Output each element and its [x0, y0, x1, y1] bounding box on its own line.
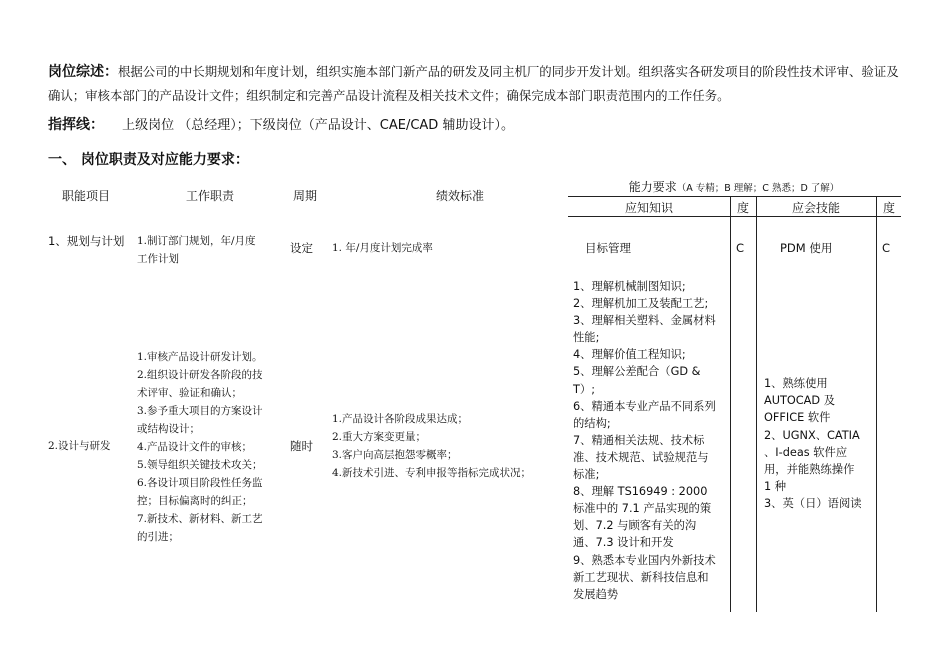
- row2-skill: [764, 375, 872, 513]
- row2-standard-line: 2.重大方案变更量；: [332, 431, 427, 443]
- row2-knowledge-line: 性能;: [573, 331, 600, 345]
- row1-duty: [137, 232, 282, 268]
- divider-degree-skill: [756, 196, 757, 612]
- header-rule-top: [568, 196, 901, 197]
- row2-skill-line: 1 种: [764, 480, 787, 494]
- section-title: 一、 岗位职责及对应能力要求：: [48, 152, 249, 168]
- header-item: 职能项目: [61, 189, 110, 203]
- header-rule-bottom: [568, 216, 901, 217]
- row2-duty-line: 3.参予重大项目的方案设计: [137, 405, 263, 417]
- row2-knowledge-line: 通、7.3 设计和开发: [573, 536, 674, 550]
- row2-duty-line: 4.产品设计文件的审核；: [137, 441, 253, 453]
- row2-duty-line: 5.领导组织关键技术攻关；: [137, 459, 263, 471]
- row2-duty-line: 的引进；: [137, 531, 179, 543]
- row1-item: 1、规划与计划: [48, 234, 125, 248]
- divider-knowledge-degree: [730, 196, 731, 612]
- row1-standard: 1. 年/月度计划完成率: [332, 242, 433, 254]
- row2-skill-line: 2、UGNX、CATIA: [764, 428, 860, 442]
- header-degree1: 度: [736, 201, 749, 215]
- row1-skill: PDM 使用: [780, 241, 833, 255]
- header-degree2: 度: [882, 201, 895, 215]
- row1-knowledge: 目标管理: [585, 241, 631, 255]
- row2-duty-line: 1.审核产品设计研发计划。: [137, 351, 263, 363]
- row2-knowledge-line: 8、理解 TS16949 : 2000: [573, 485, 708, 499]
- header-duty: 工作职责: [185, 189, 234, 203]
- row2-knowledge-line: 6、精通本专业产品不同系列: [573, 399, 716, 413]
- header-knowledge: 应知知识: [624, 201, 673, 215]
- row1-period: 设定: [290, 241, 313, 255]
- row2-knowledge-line: T）;: [573, 382, 596, 396]
- row2-standard-line: 4.新技术引进、专利申报等指标完成状况；: [332, 467, 532, 479]
- row1-duty-line: 工作计划: [137, 253, 179, 265]
- header-period: 周期: [292, 189, 317, 203]
- command-label: 指挥线：: [48, 117, 104, 133]
- summary-label: 岗位综述：: [48, 64, 118, 80]
- row2-duty: [137, 348, 285, 546]
- row2-skill-line: 1、熟练使用: [764, 377, 828, 390]
- row1-duty-line: 1.制订部门规划，年/月度: [137, 235, 256, 247]
- row2-knowledge-line: 发展趋势: [573, 587, 619, 601]
- row2-skill-line: 用，并能熟练操作: [764, 463, 855, 477]
- divider-skill-degree: [876, 196, 877, 612]
- row2-standard-line: 3.客户向高层抱怨零概率；: [332, 449, 458, 461]
- row2-knowledge-line: 标准中的 7.1 产品实现的策: [573, 502, 712, 516]
- row2-period: 随时: [290, 439, 313, 453]
- row2-standard-line: 1.产品设计各阶段成果达成；: [332, 413, 469, 425]
- row1-degree1: C: [736, 241, 745, 255]
- header-ability-label: 能力要求: [628, 180, 677, 194]
- row2-item: 2.设计与研发: [48, 440, 111, 452]
- row2-skill-line: AUTOCAD 及: [764, 394, 835, 408]
- row2-knowledge-line: 的结构;: [573, 416, 611, 430]
- header-ability: [568, 179, 900, 197]
- row2-knowledge-line: 1、理解机械制图知识;: [573, 280, 686, 293]
- row2-skill-line: OFFICE 软件: [764, 411, 831, 425]
- row2-duty-line: 6.各设计项目阶段性任务监: [137, 477, 263, 489]
- row2-skill-line: 3、英（日）语阅读: [764, 497, 862, 511]
- header-ability-note: （A 专精；B 理解；C 熟悉；D 了解）: [676, 183, 840, 194]
- row2-duty-line: 或结构设计；: [137, 423, 200, 435]
- row2-knowledge: [573, 278, 729, 603]
- row1-degree2: C: [882, 241, 891, 255]
- row2-knowledge-line: 7、精通相关法规、技术标: [573, 433, 705, 447]
- row2-knowledge-line: 9、熟悉本专业国内外新技术: [573, 553, 716, 567]
- row2-duty-line: 控；目标偏离时的纠正；: [137, 495, 253, 507]
- row2-knowledge-line: 新工艺现状、新科技信息和: [573, 570, 709, 584]
- row2-duty-line: 术评审、验证和确认；: [137, 387, 242, 399]
- row2-standard: [332, 410, 564, 482]
- summary-text: 根据公司的中长期规划和年度计划，组织实施本部门新产品的研发及同主机厂的同步开发计划。组织落实各研发项目的阶段性技术评审、验证及确认；审核本部门的产品设计文件；组织制定和完善产品设计流程及相关技术文件；确保完成本部门职责范围内的工作任务。: [48, 64, 899, 103]
- row2-skill-line: 、I-deas 软件应: [764, 445, 848, 459]
- row2-knowledge-line: 4、理解价值工程知识;: [573, 348, 686, 362]
- row2-duty-line: 7.新技术、新材料、新工艺: [137, 513, 263, 525]
- row2-knowledge-line: 准、技术规范、试验规范与: [573, 450, 709, 464]
- header-skill: 应会技能: [791, 201, 840, 215]
- command-text: 上级岗位 （总经理）；下级岗位（产品设计、CAE/CAD 辅助设计）。: [122, 118, 514, 133]
- row2-duty-line: 2.组织设计研发各阶段的技: [137, 369, 263, 381]
- row2-knowledge-line: 2、理解机加工及装配工艺;: [573, 297, 709, 311]
- row2-knowledge-line: 标准;: [573, 468, 600, 482]
- row2-knowledge-line: 划、7.2 与顾客有关的沟: [573, 519, 697, 533]
- row2-knowledge-line: 5、理解公差配合（GD &: [573, 365, 701, 379]
- header-standard: 绩效标准: [435, 189, 484, 203]
- row2-knowledge-line: 3、理解相关塑料、金属材料: [573, 314, 716, 328]
